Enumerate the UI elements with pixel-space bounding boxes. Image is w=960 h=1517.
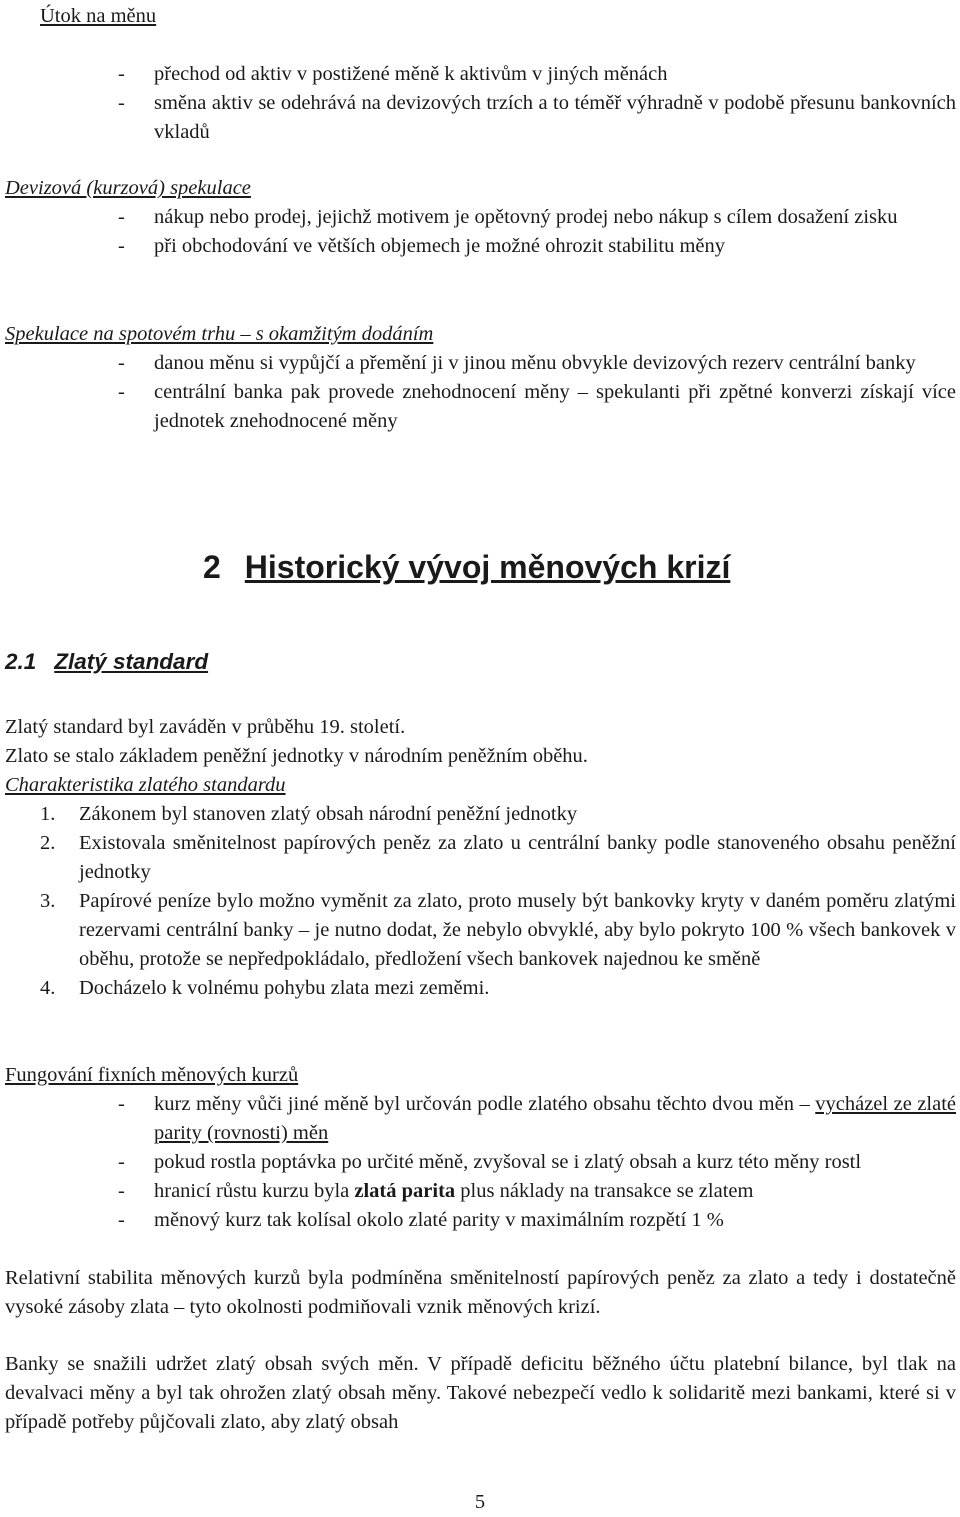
dash-bullet: - — [118, 352, 125, 374]
section-heading — [203, 543, 730, 591]
list-item-text: plus náklady na transakce se zlatem — [460, 1180, 754, 1202]
list-item-text: Zákonem byl stanoven zlatý obsah národní peněžní jednotky — [79, 803, 578, 825]
dash-bullet: - — [118, 1209, 125, 1231]
list-item — [118, 1090, 956, 1148]
list-spotovy-trh — [118, 349, 956, 436]
list-item-text: hranicí růstu kurzu byla — [154, 1180, 350, 1202]
list-item-text: pokud rostla poptávka po určité měně, zvyšoval se i zlatý obsah a kurz této měny rostl — [154, 1151, 862, 1173]
section-number: 2 — [203, 549, 221, 585]
list-number: 2. — [40, 832, 56, 854]
list-utok — [118, 60, 956, 147]
list-fixni-kurzy — [118, 1090, 956, 1235]
list-item-text: kurz měny vůči jiné měně byl určován podle zlatého obsahu těchto dvou měn – — [154, 1093, 810, 1115]
list-item — [118, 1177, 956, 1206]
intro-line-2: Zlato se stalo základem peněžní jednotky v národním peněžním oběhu. — [5, 745, 588, 767]
bold-term: zlatá parita — [354, 1180, 456, 1202]
list-item — [40, 974, 956, 1003]
list-item — [40, 800, 956, 829]
list-item — [118, 1148, 956, 1177]
list-item-underlined-text: vycházel ze zlaté parity (rovnosti) měn — [154, 1093, 957, 1144]
dash-bullet: - — [118, 63, 125, 85]
list-item-text: centrální banka pak provede znehodnocení měny – spekulanti při zpětné konverzi získají více jednotek znehodnocené měny — [154, 381, 956, 432]
list-item-text: danou měnu si vypůjčí a přemění ji v jinou měnu obvykle devizových rezerv centrální banky — [154, 352, 916, 374]
list-devizova — [118, 203, 956, 261]
paragraph: Banky se snažili udržet zlatý obsah svých měn. V případě deficitu běžného účtu platební bilance, byl tlak na devalvaci měny a byl tak ohrožen zlatý obsah měny. Takové nebezpečí vedlo k solidaritě mezi bankami, které si v případě potřeby půjčovali zlato, aby zlatý obsah — [5, 1353, 956, 1433]
subsection-heading — [5, 645, 208, 679]
list-item — [118, 60, 956, 89]
list-item — [118, 203, 956, 232]
list-item — [118, 349, 956, 378]
section-title: Historický vývoj měnových krizí — [244, 549, 731, 585]
heading-spotovy-trh: Spekulace na spotovém trhu – s okamžitým dodáním — [5, 323, 434, 345]
list-item — [40, 829, 956, 887]
list-item — [118, 1206, 956, 1235]
list-item-text: směna aktiv se odehrává na devizových trzích a to téměř výhradně v podobě přesunu bankovních vkladů — [154, 92, 956, 143]
list-item — [40, 887, 956, 974]
heading-fixni-kurzy: Fungování fixních měnových kurzů — [5, 1064, 299, 1086]
list-item-text: Docházelo k volnému pohybu zlata mezi zeměmi. — [79, 977, 490, 999]
paragraph: Relativní stabilita měnových kurzů byla podmíněna směnitelností papírových peněz za zlato a tedy i dostatečně vysoké zásoby zlata – tyto okolnosti podmiňovali vznik měnových krizí. — [5, 1267, 956, 1318]
dash-bullet: - — [118, 1093, 125, 1115]
dash-bullet: - — [118, 1151, 125, 1173]
page-number: 5 — [474, 1491, 486, 1513]
heading-devizova-spekulace: Devizová (kurzová) spekulace — [5, 177, 251, 199]
list-item-text: nákup nebo prodej, jejichž motivem je opětovný prodej nebo nákup s cílem dosažení zisku — [154, 206, 898, 228]
list-item-text: přechod od aktiv v postižené měně k aktivům v jiných měnách — [154, 63, 668, 85]
list-item-text: Papírové peníze bylo možno vyměnit za zlato, proto musely být bankovky kryty v daném poměru zlatými rezervami centrální banky – je nutno dodat, že nebylo obvyklé, aby bylo pokryto 100 % všech bankovek v oběhu, protože se nepředpokládalo, předložení všech bankovek najednou ke směně — [79, 890, 956, 970]
list-number: 3. — [40, 890, 56, 912]
dash-bullet: - — [118, 206, 125, 228]
subsection-number: 2.1 — [5, 649, 37, 674]
list-item-text: měnový kurz tak kolísal okolo zlaté parity v maximálním rozpětí 1 % — [154, 1209, 724, 1231]
dash-bullet: - — [118, 381, 125, 403]
list-item — [118, 89, 956, 147]
heading-charakteristika: Charakteristika zlatého standardu — [5, 774, 286, 796]
heading-utok-na-menu: Útok na měnu — [40, 5, 157, 27]
intro-line-1: Zlatý standard byl zaváděn v průběhu 19. století. — [5, 716, 406, 738]
list-item-text: při obchodování ve větších objemech je možné ohrozit stabilitu měny — [154, 235, 725, 257]
list-number: 1. — [40, 803, 56, 825]
dash-bullet: - — [118, 1180, 125, 1202]
numbered-list — [40, 800, 956, 1003]
list-item-text: Existovala směnitelnost papírových peněz za zlato u centrální banky podle stanoveného obsahu peněžní jednotky — [79, 832, 956, 883]
dash-bullet: - — [118, 235, 125, 257]
subsection-title: Zlatý standard — [54, 649, 209, 674]
list-number: 4. — [40, 977, 56, 999]
list-item — [118, 378, 956, 436]
dash-bullet: - — [118, 92, 125, 114]
list-item — [118, 232, 956, 261]
